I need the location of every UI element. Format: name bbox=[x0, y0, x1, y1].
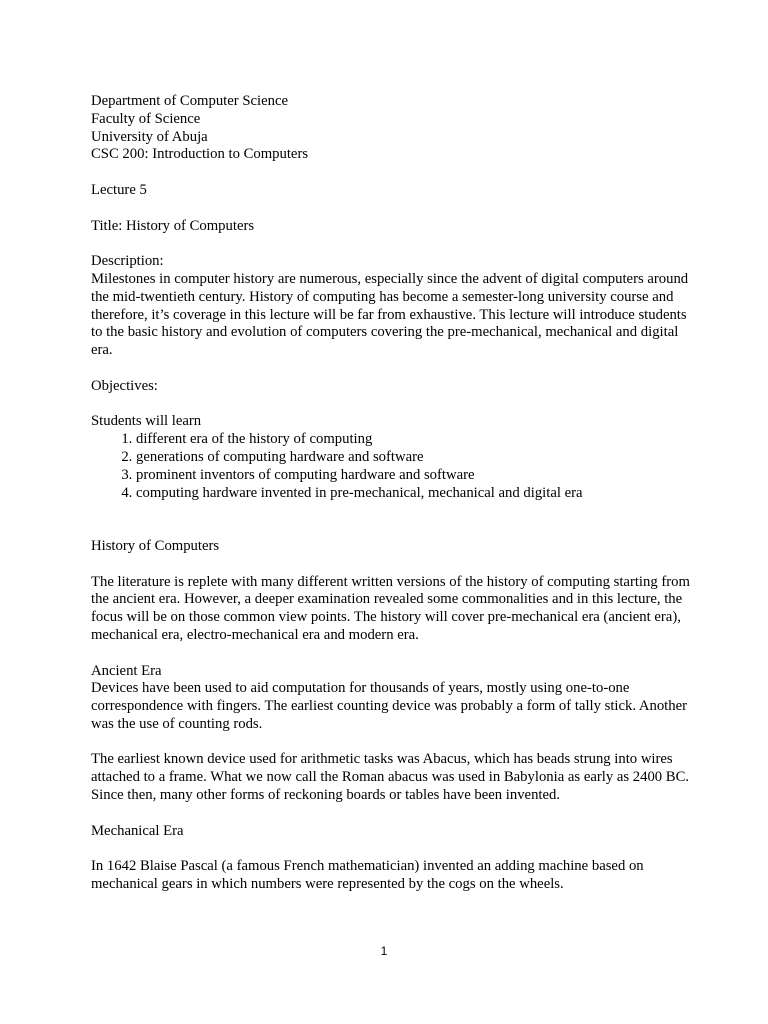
mechanical-era-heading: Mechanical Era bbox=[91, 822, 184, 839]
objective-item: 2. generations of computing hardware and software bbox=[136, 449, 691, 467]
objective-item: 3. prominent inventors of computing hardware and software bbox=[136, 467, 691, 485]
document-body bbox=[91, 93, 691, 894]
description-text: Milestones in computer history are numerous, especially since the advent of digital computers around the mid-twentieth century. History of computing has become a semester-long university course and therefore, it’s coverage in this lecture will be far from exhaustive. This lecture will introduce students to the basic history and evolution of computers covering the pre-mechanical, mechanical and digital era. bbox=[91, 270, 689, 359]
department-line: Department of Computer Science bbox=[91, 93, 288, 109]
page-number: 1 bbox=[380, 944, 388, 958]
objective-item: 1. different era of the history of computing bbox=[136, 431, 691, 449]
history-heading: History of Computers bbox=[91, 537, 220, 554]
objectives-list bbox=[91, 431, 691, 502]
objectives-label: Objectives: bbox=[91, 377, 158, 394]
ancient-era-paragraph: Devices have been used to aid computation for thousands of years, mostly using one-to-one correspondence with fingers. The earliest counting device was probably a form of tally stick. Another was the use of counting rods. bbox=[91, 680, 688, 732]
lecture-title: Title: History of Computers bbox=[91, 217, 255, 234]
ancient-era-heading: Ancient Era bbox=[91, 662, 162, 679]
description-label: Description: bbox=[91, 253, 164, 270]
objective-item: 4. computing hardware invented in pre-mechanical, mechanical and digital era bbox=[136, 485, 691, 503]
objectives-intro: Students will learn bbox=[91, 413, 202, 430]
lecture-number: Lecture 5 bbox=[91, 181, 147, 198]
faculty-line: Faculty of Science bbox=[91, 110, 201, 127]
course-line: CSC 200: Introduction to Computers bbox=[91, 146, 309, 163]
mechanical-era-paragraph: In 1642 Blaise Pascal (a famous French mathematician) invented an adding machine based on mechanical gears in which numbers were represented by the cogs on the wheels. bbox=[91, 858, 644, 893]
history-text: The literature is replete with many different written versions of the history of computing starting from the ancient era. However, a deeper examination revealed some commonalities and in this lecture, the focus will be on those common view points. The history will cover pre-mechanical era (ancient era), mechanical era, electro-mechanical era and modern era. bbox=[91, 573, 690, 643]
university-line: University of Abuja bbox=[91, 128, 208, 145]
abacus-paragraph: The earliest known device used for arithmetic tasks was Abacus, which has beads strung into wires attached to a frame. What we now call the Roman abacus was used in Babylonia as early as 2400 BC. Since then, many other forms of reckoning boards or tables have been invented. bbox=[91, 751, 690, 804]
